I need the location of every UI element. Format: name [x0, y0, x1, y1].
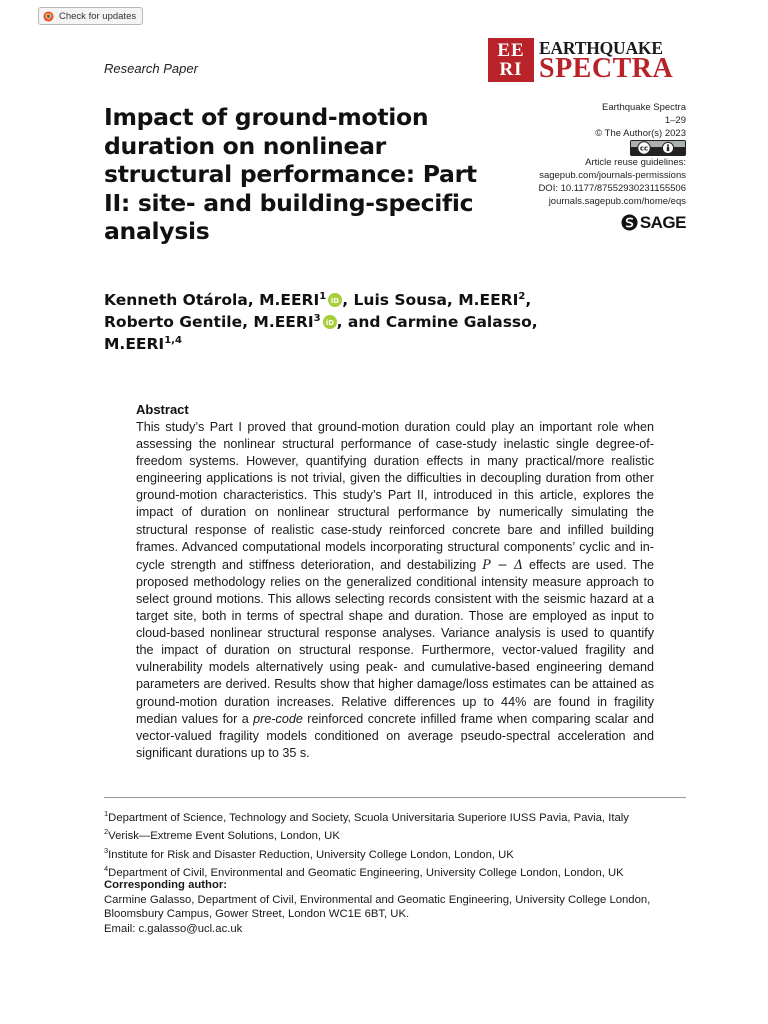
journal-logo	[488, 38, 686, 82]
corresponding-author-heading: Corresponding author:	[104, 879, 228, 891]
author-conjunction: and	[347, 313, 381, 331]
publisher-name: SAGE	[639, 213, 686, 232]
author-affiliation-ref: 3	[313, 312, 321, 324]
abstract-text-part: effects are used. The proposed methodology relies on the generalized conditional intensity measure approach to select ground motions. This allows selecting records consistent with the seismic hazard at a target site, both in terms of spectral shape and duration. Those are employed as input to cloud-based nonlinear structural response analyses. Variance analysis is used to quantify the impact of duration on structural response. Furthermore, vector-valued fragility and vulnerability models alternatively using peak- and cumulative-based engineering demand parameters are derived. Results show that higher damage/loss estimates can be attained as ground-motion duration increases. Relative differences up to 44% are found in fragility median values for a	[136, 557, 654, 726]
abstract-text-part: This study’s Part I proved that ground-motion duration could play an important role when assessing the nonlinear structural performance of case-study inelastic single degree-of-freedom systems. However, quantifying duration effects in many practical/more realistic engineering applications is not trivial, given the difficulties in decoupling duration from other ground-motion characteristics. This study’s Part II, introduced in this article, explores the impact of duration on nonlinear structural performance by numerically simulating the structural response of realistic case-study reinforced concrete bare and infilled building frames. Advanced computational models incorporating structural components’ cyclic and in-cycle strength and stiffness deterioration, and destabilizing	[136, 420, 654, 572]
doi-link[interactable]: DOI: 10.1177/87552930231155506	[538, 183, 686, 194]
abstract-text	[136, 419, 654, 762]
orcid-icon[interactable]	[328, 293, 342, 307]
affiliation-item	[104, 807, 704, 825]
author-affiliation-ref: 1,4	[164, 334, 182, 346]
cc-by-icon	[630, 140, 686, 156]
journal-logo-mark	[488, 38, 534, 82]
logo-word-earthquake: EARTHQUAKE	[539, 38, 663, 58]
orcid-icon[interactable]	[323, 315, 337, 329]
affiliation-number: 4	[104, 864, 109, 874]
page-range: 1–29	[664, 115, 686, 126]
footnote-divider	[104, 797, 686, 798]
affiliation-text: Department of Civil, Environmental and Geomatic Engineering, University College London, London, UK	[108, 866, 624, 879]
article-metadata	[466, 101, 686, 231]
publisher-logo	[466, 214, 686, 231]
permissions-link[interactable]: sagepub.com/journals-permissions	[539, 170, 686, 181]
check-for-updates-label: Check for updates	[59, 10, 137, 22]
affiliation-item	[104, 825, 704, 843]
article-type-label: Research Paper	[104, 61, 198, 76]
author-name[interactable]: Kenneth Otárola, M.EERI	[104, 291, 320, 309]
journal-name: Earthquake Spectra	[602, 102, 686, 113]
author-name[interactable]: Roberto Gentile, M.EERI	[104, 313, 314, 331]
svg-text:iD: iD	[331, 296, 340, 305]
sage-icon	[621, 214, 638, 231]
corresponding-author	[104, 878, 694, 936]
author-affiliation-ref: 2	[518, 290, 526, 302]
abstract-emphasis: pre-code	[253, 711, 303, 726]
logo-word-spectra: SPECTRA	[539, 53, 674, 84]
abstract-text-part: reinforced concrete infilled frame when comparing scalar and vector-valued fragility models conditioned on average pseudo-spectral acceleration and significant durations up to 35 s.	[136, 711, 655, 760]
abstract-heading: Abstract	[136, 402, 189, 417]
check-for-updates-button[interactable]	[38, 7, 143, 25]
reuse-guidelines-label: Article reuse guidelines:	[585, 157, 686, 168]
author-affiliation-ref: 1	[319, 290, 327, 302]
affiliation-number: 2	[104, 827, 109, 837]
affiliation-number: 1	[104, 809, 109, 818]
corresponding-author-address: Carmine Galasso, Department of Civil, Environmental and Geomatic Engineering, University College London,	[104, 893, 651, 906]
corresponding-author-address: Bloomsbury Campus, Gower Street, London WC1E 6BT, UK.	[104, 908, 410, 921]
affiliation-item	[104, 844, 704, 862]
affiliation-list	[104, 807, 704, 880]
journal-homepage-link[interactable]: journals.sagepub.com/home/eqs	[548, 196, 686, 207]
author-list: Kenneth Otárola, M.EERI$^1$ iD , Luis Sousa, M.EERI$^2$, Roberto Gentile, M.EERI$^3$ iD , and Carmine Galasso, M.EERI$^{1,4}$	[104, 290, 538, 353]
logo-letters-bottom: RI	[499, 59, 523, 80]
svg-text:cc: cc	[639, 144, 649, 153]
logo-letters-top: EE	[497, 40, 525, 61]
affiliation-number: 3	[104, 845, 109, 855]
copyright-notice: © The Author(s) 2023	[595, 128, 686, 139]
author-name[interactable]: Carmine Galasso, M.EERI	[104, 313, 538, 353]
author-name[interactable]: Luis Sousa, M.EERI	[353, 291, 519, 309]
abstract-math: P − Δ	[482, 556, 524, 572]
paper-title: Impact of ground-motion duration on nonlinear structural performance: Part II: site- and building-specific analysis	[104, 103, 477, 245]
corresponding-author-email[interactable]: Email: c.galasso@ucl.ac.uk	[104, 922, 243, 935]
affiliation-text: Department of Science, Technology and Society, Scuola Universitaria Superiore IUSS Pavia, Pavia, Italy	[108, 811, 629, 824]
affiliation-text: Verisk—Extreme Event Solutions, London, UK	[108, 830, 340, 843]
svg-text:iD: iD	[325, 318, 334, 327]
affiliation-text: Institute for Risk and Disaster Reduction, University College London, London, UK	[108, 848, 514, 861]
crossmark-icon	[43, 11, 54, 22]
